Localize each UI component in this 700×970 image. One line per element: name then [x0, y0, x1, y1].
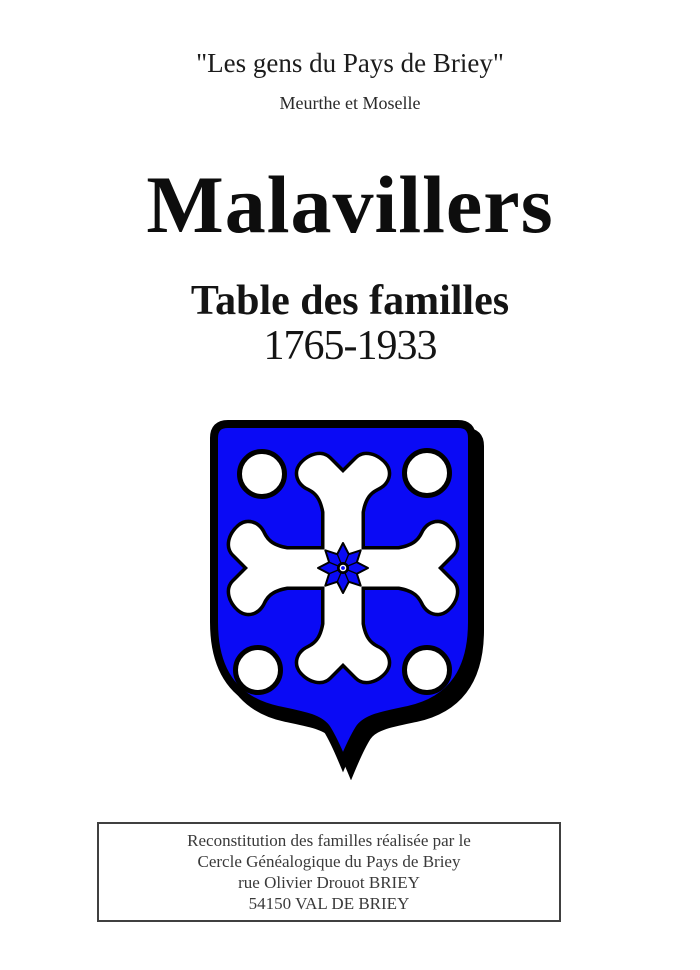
roundel-bottom-right: [405, 648, 450, 693]
coat-of-arms-icon: [198, 412, 488, 780]
footer-line: rue Olivier Drouot BRIEY: [238, 873, 420, 892]
rosette: [318, 543, 368, 593]
roundel-top-left: [240, 452, 285, 497]
page-title: Malavillers: [146, 159, 554, 250]
footer-line: Cercle Généalogique du Pays de Briey: [197, 852, 461, 871]
footer-line: Reconstitution des familles réalisée par le: [187, 831, 471, 850]
subtitle-table-des-familles: Table des familles: [190, 278, 510, 324]
year-range: 1765-1933: [263, 323, 437, 369]
roundel-bottom-left: [236, 648, 281, 693]
footer-box: [97, 822, 561, 922]
series-title: "Les gens du Pays de Briey": [196, 48, 504, 78]
footer-line: 54150 VAL DE BRIEY: [248, 894, 410, 913]
roundel-top-right: [405, 451, 450, 496]
region-subtitle: Meurthe et Moselle: [279, 93, 421, 113]
